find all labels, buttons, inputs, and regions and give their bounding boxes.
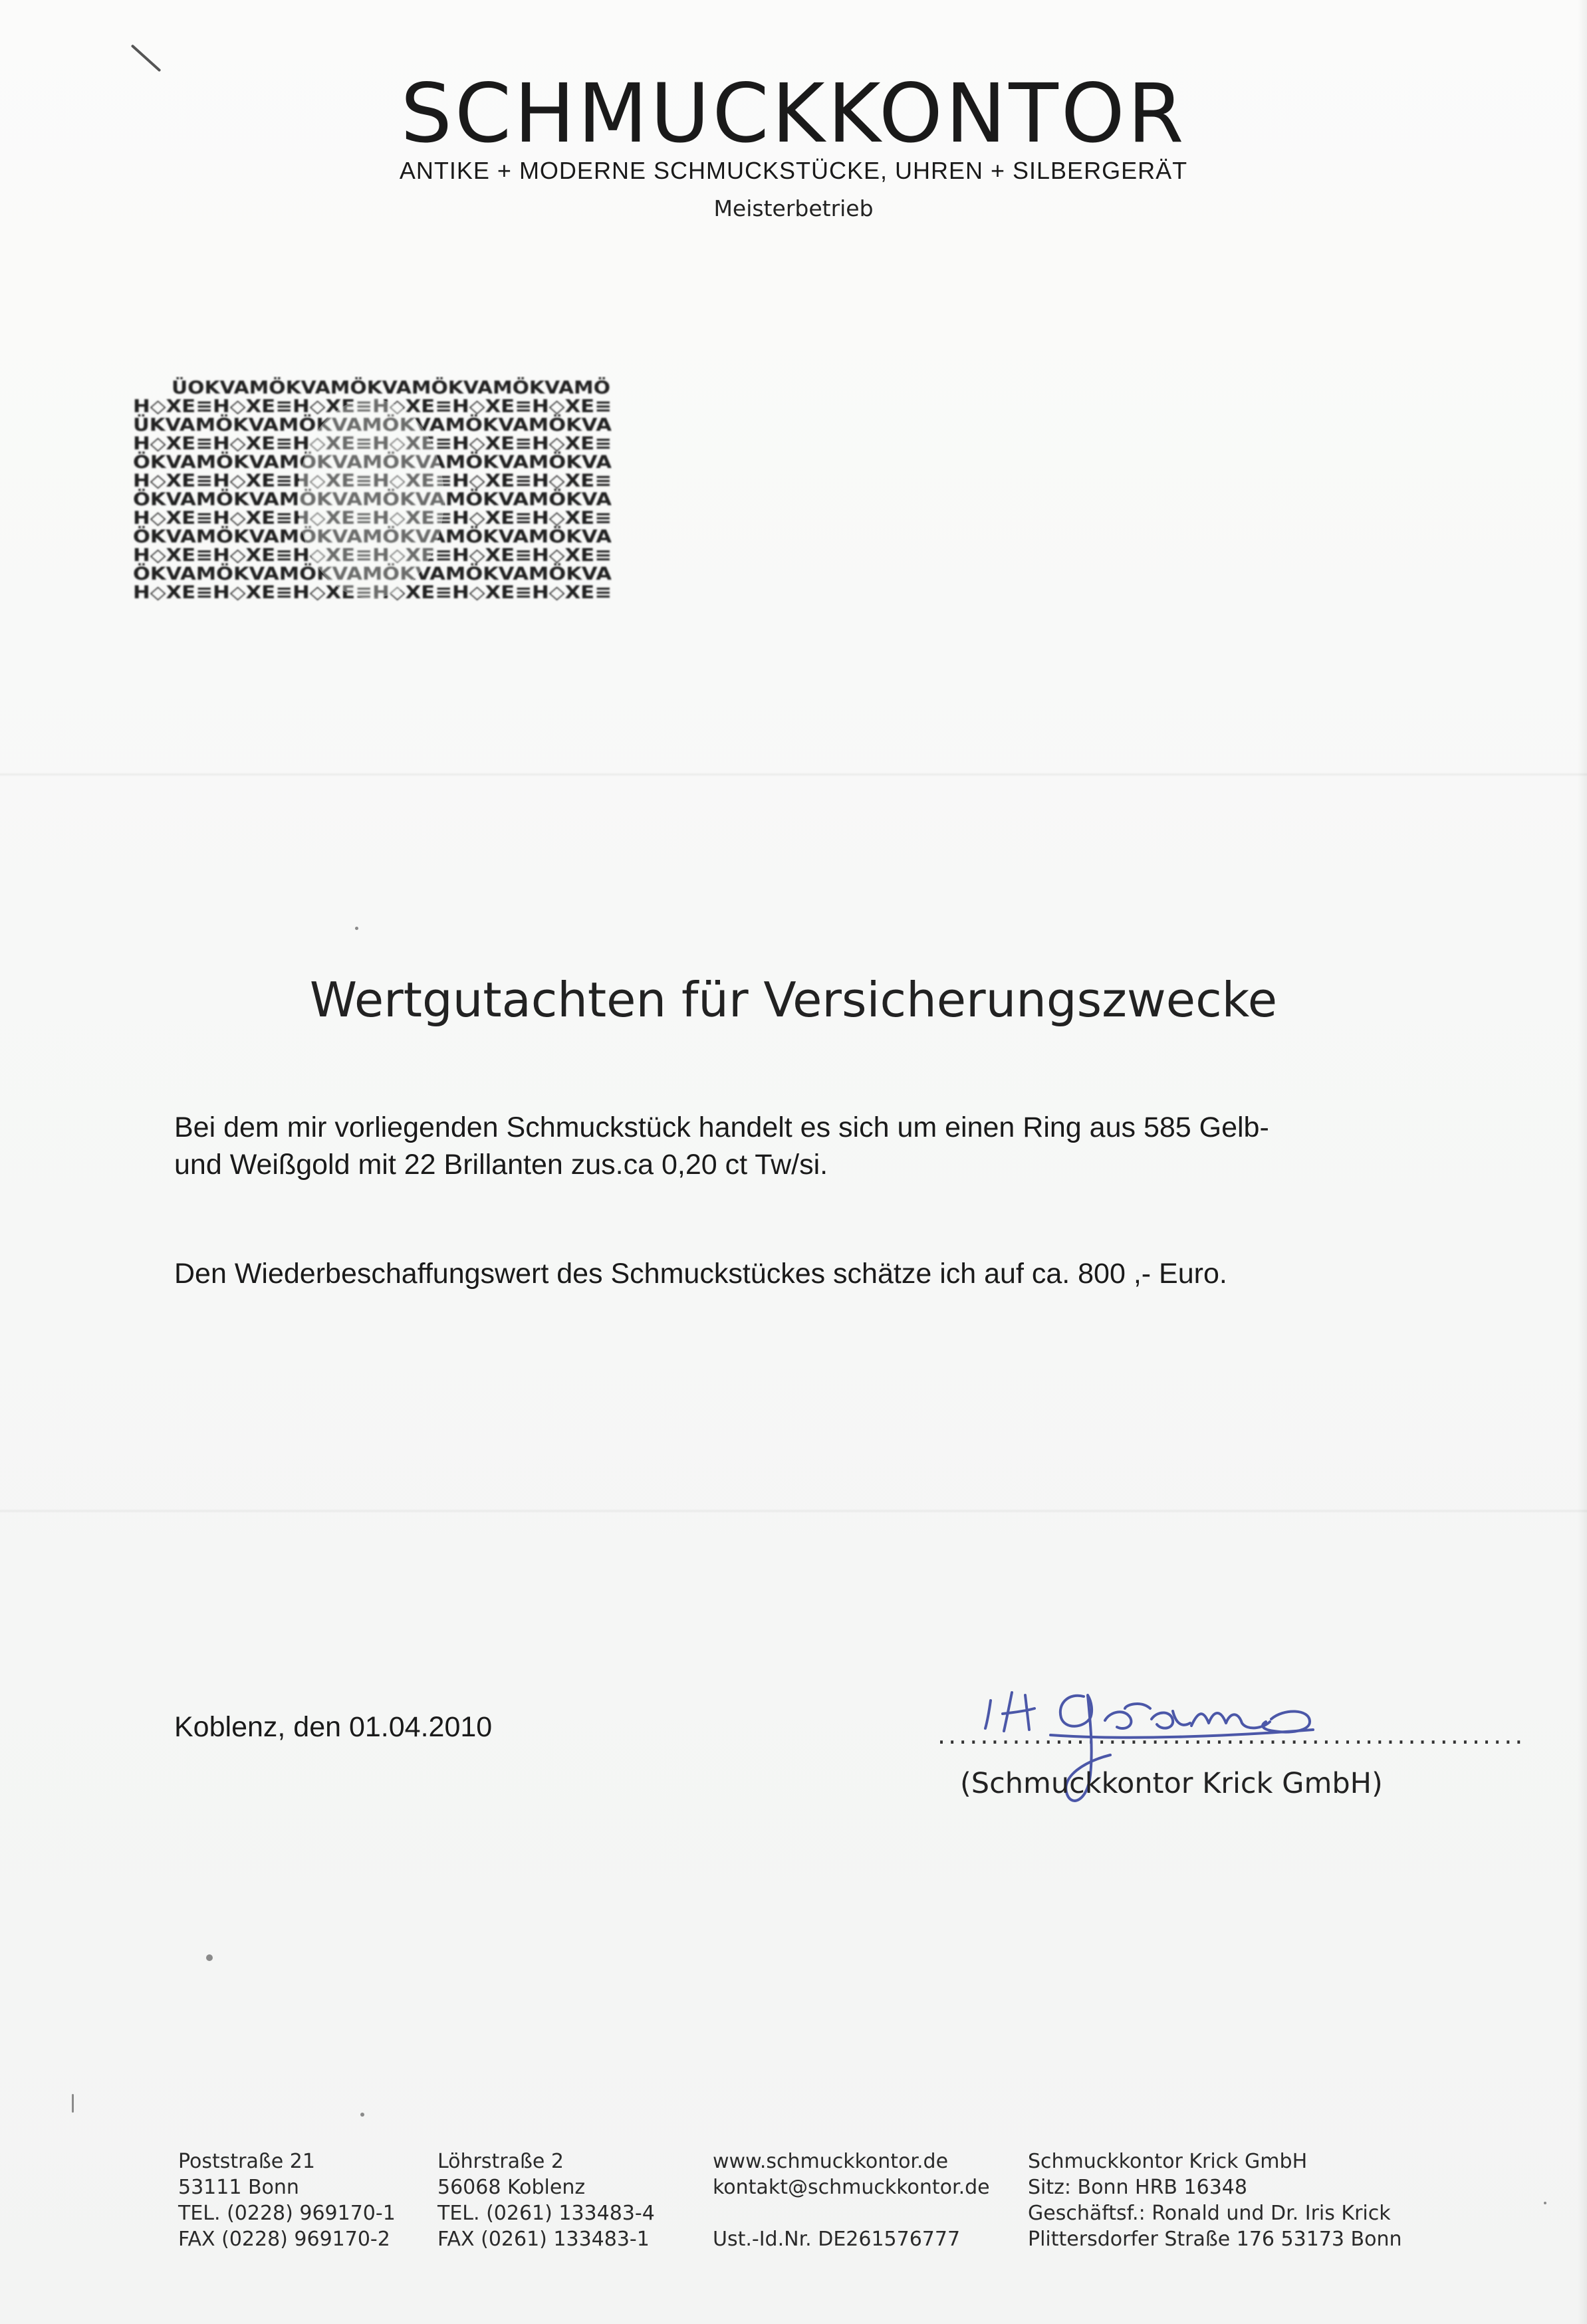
footer-koblenz-fax: FAX (0261) 133483-1 xyxy=(437,2228,650,2251)
paper-speck xyxy=(355,927,358,930)
footer-company-info xyxy=(1028,2149,1402,2252)
stamp-pattern-row: H◇XE≡H◇XE≡H◇XE≡H◇XE≡H◇XE≡H◇XE≡ xyxy=(133,471,612,491)
footer-bonn-fax: FAX (0228) 969170-2 xyxy=(178,2228,390,2251)
place-and-date: Koblenz, den 01.04.2010 xyxy=(174,1711,493,1743)
stamp-pattern-row: H◇XE≡H◇XE≡H◇XE≡H◇XE≡H◇XE≡H◇XE≡ xyxy=(133,508,612,528)
footer-bonn-city: 53111 Bonn xyxy=(178,2176,299,2199)
item-description-line-1: Bei dem mir vorliegenden Schmuckstück handelt es sich um einen Ring aus 585 Gelb- xyxy=(174,1111,1269,1143)
footer-koblenz-street: Löhrstraße 2 xyxy=(437,2150,564,2173)
footer-bonn-phone: TEL. (0228) 969170-1 xyxy=(178,2202,396,2225)
stamp-pattern-row: H◇XE≡H◇XE≡H◇XE≡H◇XE≡H◇XE≡H◇XE≡ xyxy=(133,433,612,454)
footer-email: kontakt@schmuckkontor.de xyxy=(713,2176,990,2199)
footer-company-name: Schmuckkontor Krick GmbH xyxy=(1028,2150,1308,2173)
footer-registry: Sitz: Bonn HRB 16348 xyxy=(1028,2176,1247,2199)
paper-speck xyxy=(206,1954,213,1961)
paper-edge-shadow xyxy=(1578,0,1587,2324)
fold-line-upper xyxy=(0,772,1587,776)
stamp-pattern-row: ÖKVAMÖKVAMÖKVAMÖKVAMÖKVAMÖKVA xyxy=(133,526,557,547)
letterhead-tagline: ANTIKE + MODERNE SCHMUCKSTÜCKE, UHREN + SILBERGERÄT xyxy=(399,157,1188,184)
document-title: Wertgutachten für Versicherungszwecke xyxy=(309,972,1278,1028)
footer-spacer xyxy=(713,2200,990,2226)
stamp-pattern-row: ÖKVAMÖKVAMÖKVAMÖKVAMÖKVAMÖKVA xyxy=(133,489,557,510)
stamp-pattern-row: ÖKVAMÖKVAMÖKVAMÖKVAMÖKVAMÖKVA xyxy=(133,564,557,584)
footer-koblenz-phone: TEL. (0261) 133483-4 xyxy=(437,2202,655,2225)
letterhead-brand: SCHMUCKKONTOR xyxy=(400,66,1187,161)
footer-bonn-address xyxy=(178,2149,396,2252)
stamp-pattern-row: H◇XE≡H◇XE≡H◇XE≡H◇XE≡H◇XE≡H◇XE≡ xyxy=(133,396,612,417)
paper-speck xyxy=(72,2094,74,2113)
security-seal-graphic xyxy=(132,379,616,613)
stamp-pattern-row: ÖKVAMÖKVAMÖKVAMÖKVAMÖKVAMÖKVA xyxy=(133,452,557,473)
company-signatory: (Schmuckkontor Krick GmbH) xyxy=(960,1767,1383,1800)
footer-vat-id: Ust.-Id.Nr. DE261576777 xyxy=(713,2228,961,2251)
stamp-pattern-row: H◇XE≡H◇XE≡H◇XE≡H◇XE≡H◇XE≡H◇XE≡ xyxy=(133,582,612,603)
footer-koblenz-city: 56068 Koblenz xyxy=(437,2176,586,2199)
stamp-pattern-row: ÜOKVAMÖKVAMÖKVAMÖKVAMÖKVAMÖ xyxy=(172,378,570,398)
footer-bonn-street: Poststraße 21 xyxy=(178,2150,315,2173)
footer-managers: Geschäftsf.: Ronald und Dr. Iris Krick xyxy=(1028,2202,1391,2225)
paper-speck xyxy=(360,2113,364,2117)
handwritten-signature xyxy=(951,1662,1429,1848)
item-description xyxy=(174,1109,1437,1183)
footer-company-address: Plittersdorfer Straße 176 53173 Bonn xyxy=(1028,2228,1402,2251)
letterhead-subtitle: Meisterbetrieb xyxy=(713,195,874,221)
footer-website: www.schmuckkontor.de xyxy=(713,2150,949,2173)
paper-speck xyxy=(1544,2202,1546,2204)
footer-koblenz-address xyxy=(437,2149,655,2252)
item-description-line-2: und Weißgold mit 22 Brillanten zus.ca 0,20 ct Tw/si. xyxy=(174,1149,828,1181)
stamp-pattern-row: H◇XE≡H◇XE≡H◇XE≡H◇XE≡H◇XE≡H◇XE≡ xyxy=(133,545,612,566)
stamp-pattern-row: ÜKVAMÖKVAMÖKVAMÖKVAMÖKVAMÖKVA xyxy=(133,415,556,435)
signature-dotted-line: ....................................................... xyxy=(937,1720,1526,1750)
valuation-statement: Den Wiederbeschaffungswert des Schmuckstückes schätze ich auf ca. 800 ,- Euro. xyxy=(174,1258,1227,1290)
security-seal-stamp xyxy=(132,379,616,613)
fold-line-lower xyxy=(0,1509,1587,1513)
footer-web-contact xyxy=(713,2149,990,2252)
